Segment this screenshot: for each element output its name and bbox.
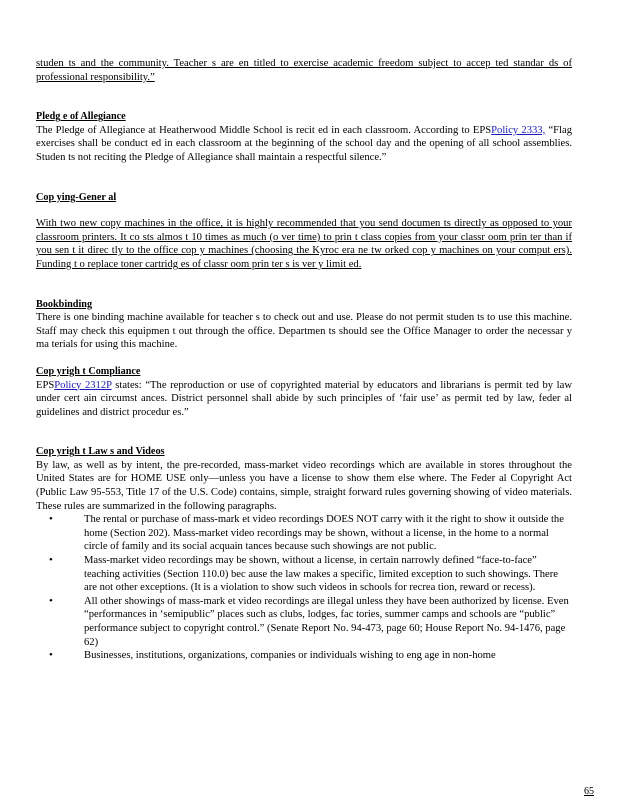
policy-2312p-link[interactable]: Policy 2312P xyxy=(54,379,112,391)
copying-heading: Cop ying-Gener al xyxy=(36,191,117,203)
spacer xyxy=(36,84,572,110)
document-body xyxy=(36,57,572,663)
pledge-text-before: The Pledge of Allegiance at Heatherwood Middle School is recit ed in each classroom. According to EPS xyxy=(36,124,492,136)
policy-2333-link[interactable]: Policy 2333, xyxy=(491,124,546,136)
copyright-heading: Cop yrigh t Compliance xyxy=(36,365,141,377)
copyright-text-after: states: “The reproduction or use of copyrighted material by educators and librarians is permit ted by law under cert ain circumst ances. District personnel shall abide by such principles of ‘fair use’ as permit ted by law, feder al guidelines and district procedur es.” xyxy=(36,379,572,418)
video-heading: Cop yrigh t Law s and Videos xyxy=(36,446,165,458)
list-item: • Mass-market video recordings may be shown, without a license, in certain narrowly defined “face-to-face” teaching activities (Section 110.0) bec ause the law makes a specific, limited exception to such showings. There are not other exceptions. (It is a violation to show such videos in schools for recrea tion, reward or recess). xyxy=(49,554,572,595)
list-item: • Businesses, institutions, organizations, companies or individuals wishing to eng age in non-home xyxy=(49,649,572,663)
copyright-paragraph xyxy=(36,379,572,420)
video-rules-list xyxy=(36,513,572,663)
copying-paragraph: With two new copy machines in the office, it is highly recommended that you send documen ts directly as opposed to your classroom printers. It co sts almos t 10 times as much (o ver time) to prin t class copies from your classr oom prin ter than if you sen t it direc tly to the office cop y machines (choosing the Kyroc era ne tw orked cop y machines on your comput ers). Funding t o replace toner cartridg es of classr oom prin ter s is ver y limit ed. xyxy=(36,218,572,270)
intro-paragraph: studen ts and the community. Teacher s are en titled to exercise academic freedom subject to accep ted standar ds of professional responsibility.” xyxy=(36,58,572,83)
spacer xyxy=(36,272,572,298)
list-item: • The rental or purchase of mass-mark et video recordings DOES NOT carry with it the right to show it outside the home (Section 202). Mass-market video recordings may be shown, without a license, in the home to a normal circle of family and its social acquain tances because such showings are not public. xyxy=(49,513,572,554)
bookbinding-paragraph: There is one binding machine available for teacher s to check out and use. Please do not permit studen ts to use this machine. Staff may check this equipmen t out through the office. Departmen ts should see the Office Manager to order the necessar y ma terials for using this machine. xyxy=(36,312,572,351)
bookbinding-heading: Bookbinding xyxy=(36,298,93,310)
copyright-text-before: EPS xyxy=(36,379,55,391)
spacer xyxy=(36,419,572,445)
list-item: • All other showings of mass-mark et video recordings are illegal unless they have been authorized by license. Even “performances in ‘semipublic” places such as clubs, lodges, fac tories, summer camps and schools are “public” performance subject to copyright control.” (Senate Report No. 94-473, page 60; House Report No. 94-1476, page 62) xyxy=(49,595,572,649)
spacer xyxy=(36,165,572,191)
page-number: 65 xyxy=(584,786,594,797)
video-intro-paragraph: By law, as well as by intent, the pre-recorded, mass-market video recordings which are available in stores throughout the United States are for HOME USE only—unless you have a license to show them else where. The Feder al Copyright Act (Public Law 95-553, Title 17 of the U.S. Code) contains, simple, straight forward rules governing showing of video materials. These rules are summarized in the following paragraphs. xyxy=(36,459,572,512)
pledge-text-after: “Flag exercises shall be conduct ed in each classroom at the beginning of the school day and the opening of all school assemblies. Studen ts not reciting the Pledge of Allegiance shall maintain a respectful silence.” xyxy=(36,124,573,163)
spacer xyxy=(36,352,572,365)
pledge-paragraph xyxy=(36,124,572,165)
spacer xyxy=(36,204,572,217)
pledge-heading: Pledg e of Allegiance xyxy=(36,111,126,123)
